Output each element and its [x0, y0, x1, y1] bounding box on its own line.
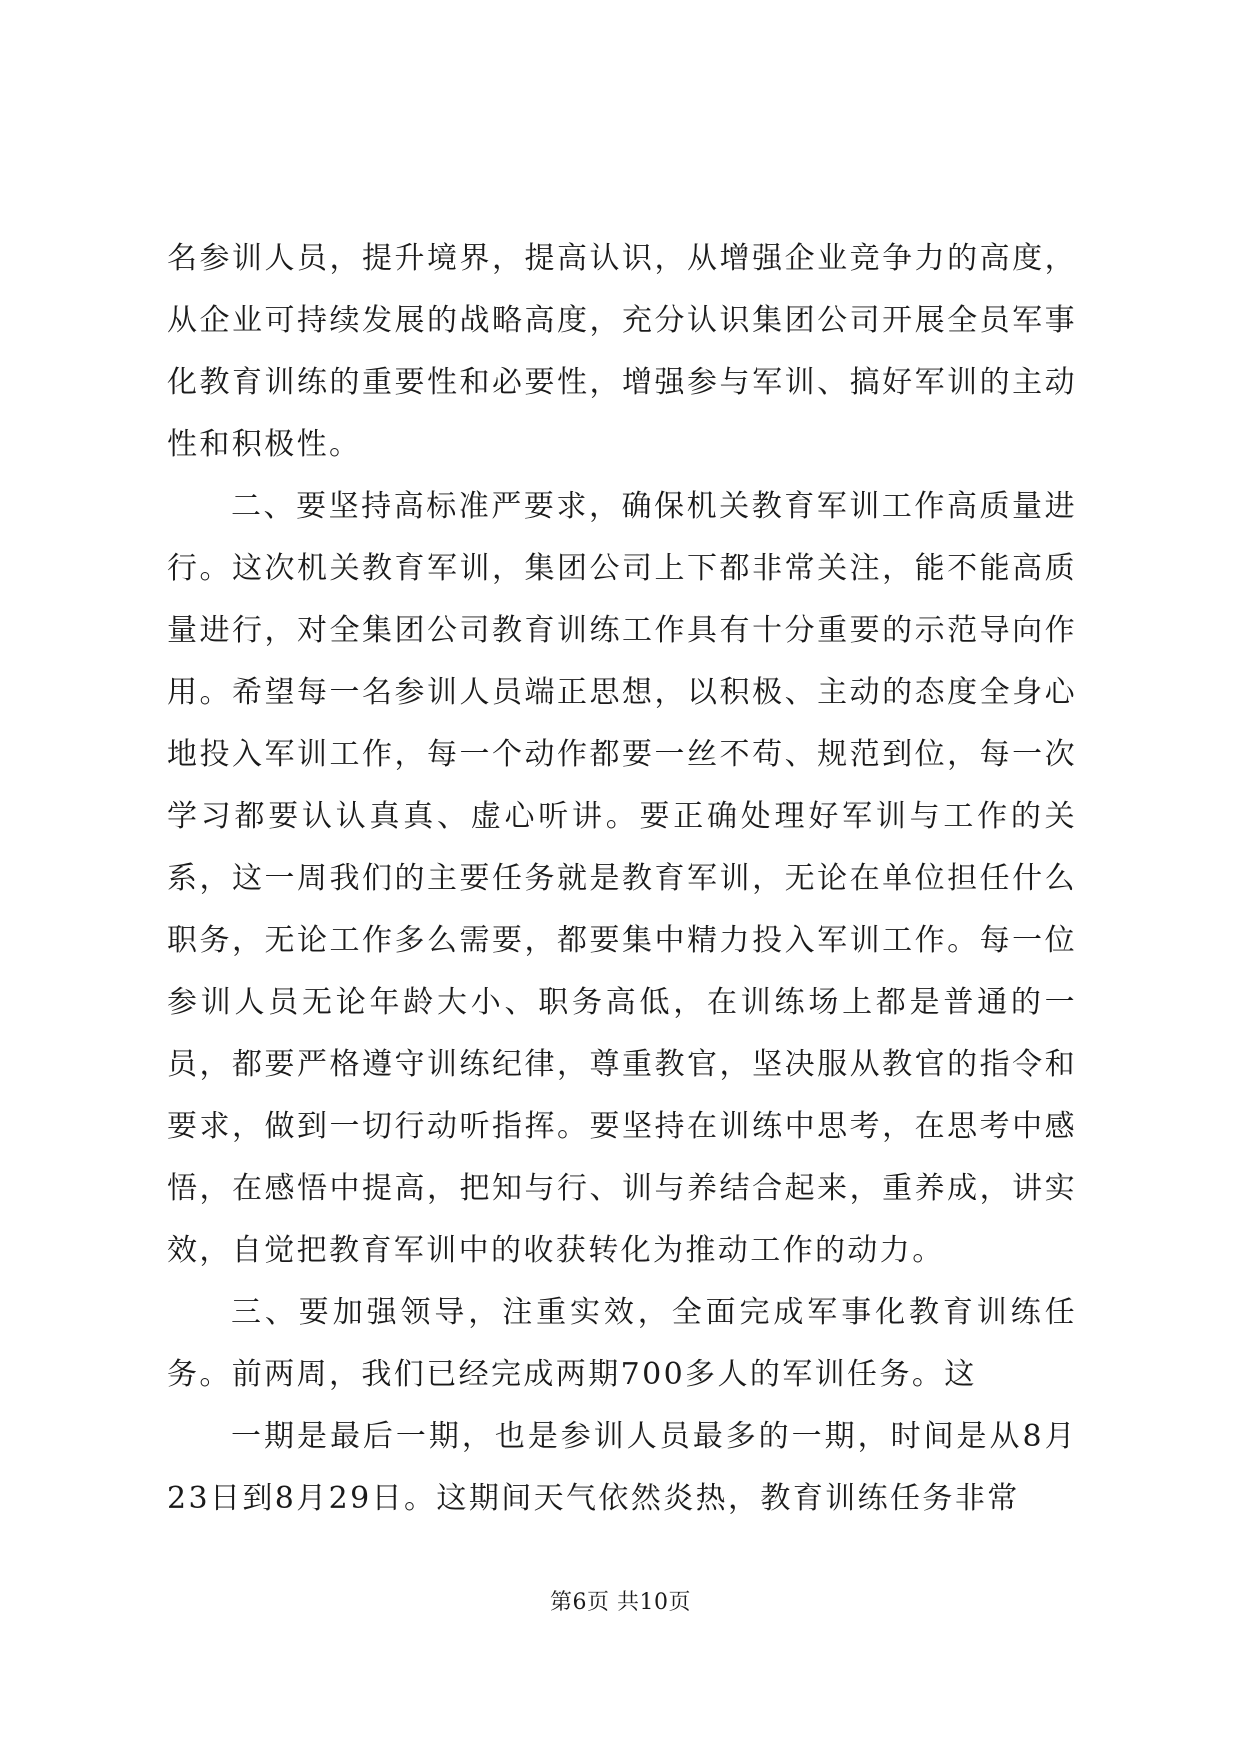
paragraph-2: 二、要坚持高标准严要求，确保机关教育军训工作高质量进行。这次机关教育军训，集团公司上下都非常关注，能不能高质量进行，对全集团公司教育训练工作具有十分重要的示范导向作用。希望每一名参训人员端正思想，以积极、主动的态度全身心地投入军训工作，每一个动作都要一丝不苟、规范到位，每一次学习都要认认真真、虚心听讲。要正确处理好军训与工作的关系，这一周我们的主要任务就是教育军训，无论在单位担任什么职务，无论工作多么需要，都要集中精力投入军训工作。每一位参训人员无论年龄大小、职务高低，在训练场上都是普通的一员，都要严格遵守训练纪律，尊重教官，坚决服从教官的指令和要求，做到一切行动听指挥。要坚持在训练中思考，在思考中感悟，在感悟中提高，把知与行、训与养结合起来，重养成，讲实效，自觉把教育军训中的收获转化为推动工作的动力。 — [167, 489, 1077, 1268]
paragraph-1: 名参训人员，提升境界，提高认识，从增强企业竞争力的高度，从企业可持续发展的战略高度，充分认识集团公司开展全员军事化教育训练的重要性和必要性，增强参与军训、搞好军训的主动性和积极性。 — [167, 241, 1077, 462]
paragraph-3: 三、要加强领导，注重实效，全面完成军事化教育训练任务。前两周，我们已经完成两期700多人的军训任务。这 — [167, 1295, 1077, 1392]
paragraph-4: 一期是最后一期，也是参训人员最多的一期，时间是从8月23日到8月29日。这期间天气依然炎热，教育训练任务非常 — [167, 1419, 1077, 1516]
document-body — [167, 228, 1077, 1530]
page-number-footer: 第6页 共10页 — [550, 1590, 691, 1615]
